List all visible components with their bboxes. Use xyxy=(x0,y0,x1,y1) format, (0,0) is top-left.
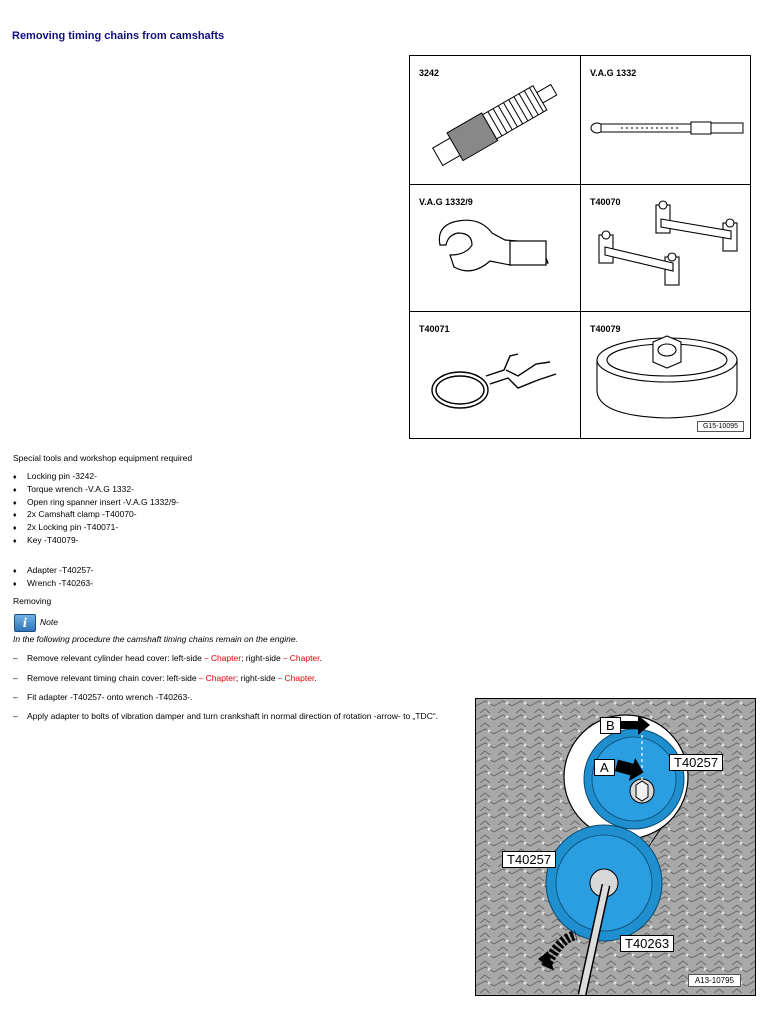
list-item: ♦ Wrench -T40263- xyxy=(13,578,93,588)
step-item: – Remove relevant timing chain cover: left-side ⎯ Chapter; right-side ⎯ Chapter. xyxy=(13,673,317,683)
bullet-icon: ♦ xyxy=(13,525,17,532)
dash-icon: – xyxy=(13,653,18,663)
callout-a: A xyxy=(594,759,615,776)
tool-label: V.A.G 1332/9 xyxy=(419,197,473,207)
list-item: ♦ Adapter -T40257- xyxy=(13,565,94,575)
tool-cell-t40079 xyxy=(581,312,751,438)
link-dash-icon: ⎯ xyxy=(277,673,283,683)
list-item: ♦ Locking pin -3242- xyxy=(13,471,97,481)
bullet-icon: ♦ xyxy=(13,581,17,588)
bullet-icon: ♦ xyxy=(13,512,17,519)
dash-icon: – xyxy=(13,711,18,721)
chapter-link[interactable]: Chapter xyxy=(289,653,320,663)
dash-icon: – xyxy=(13,673,18,683)
bullet-icon: ♦ xyxy=(13,500,17,507)
note-text: In the following procedure the camshaft timing chains remain on the engine. xyxy=(13,634,298,644)
tool-label: T40070 xyxy=(590,197,621,207)
special-tools-figure xyxy=(409,55,751,439)
tool-cell-vag1332 xyxy=(581,56,751,184)
page-title: Removing timing chains from camshafts xyxy=(12,30,225,42)
tool-label: T40079 xyxy=(590,324,621,334)
list-item: ♦ Key -T40079- xyxy=(13,535,79,545)
engine-illustration xyxy=(476,699,756,996)
callout-t40257-top: T40257 xyxy=(669,754,723,771)
callout-t40257-bottom: T40257 xyxy=(502,851,556,868)
figure-id: A13-10795 xyxy=(688,974,741,987)
tool-label: 3242 xyxy=(419,68,440,78)
figure-id: G15-10095 xyxy=(697,421,744,432)
tool-cell-3242 xyxy=(410,56,580,184)
engine-figure xyxy=(475,698,756,996)
step-item: – Fit adapter -T40257- onto wrench -T40263-. xyxy=(13,692,193,702)
tool-cell-t40070 xyxy=(581,185,751,311)
list-item: ♦ 2x Locking pin -T40071- xyxy=(13,522,119,532)
step-item: – Remove relevant cylinder head cover: left-side ⎯ Chapter; right-side ⎯ Chapter. xyxy=(13,653,322,663)
chapter-link[interactable]: Chapter xyxy=(210,653,242,663)
callout-b: B xyxy=(600,717,621,734)
chapter-link[interactable]: Chapter xyxy=(205,673,236,683)
tool-cell-vag1332-9 xyxy=(410,185,580,311)
chapter-link[interactable]: Chapter xyxy=(284,673,315,683)
tool-label: T40071 xyxy=(419,324,450,334)
note-label: Note xyxy=(40,617,58,627)
link-dash-icon: ⎯ xyxy=(198,673,204,683)
list-item: ♦ Open ring spanner insert -V.A.G 1332/9- xyxy=(13,497,179,507)
dash-icon: – xyxy=(13,692,18,702)
tool-label: V.A.G 1332 xyxy=(590,68,637,78)
bullet-icon: ♦ xyxy=(13,568,17,575)
bullet-icon: ♦ xyxy=(13,487,17,494)
link-dash-icon: ⎯ xyxy=(283,653,288,663)
callout-t40263: T40263 xyxy=(620,935,674,952)
section-heading: Special tools and workshop equipment required xyxy=(13,453,193,463)
bullet-icon: ♦ xyxy=(13,474,17,481)
bullet-icon: ♦ xyxy=(13,538,17,545)
link-dash-icon: ⎯ xyxy=(204,653,209,663)
list-item: ♦ Torque wrench -V.A.G 1332- xyxy=(13,484,134,494)
step-item: – Apply adapter to bolts of vibration damper and turn crankshaft in normal direction of rotation -arrow- to „TDC“. xyxy=(13,711,439,721)
info-icon: i xyxy=(14,614,36,632)
list-item: ♦ 2x Camshaft clamp -T40070- xyxy=(13,509,137,519)
tool-cell-t40071 xyxy=(410,312,580,438)
removing-heading: Removing xyxy=(13,596,52,606)
